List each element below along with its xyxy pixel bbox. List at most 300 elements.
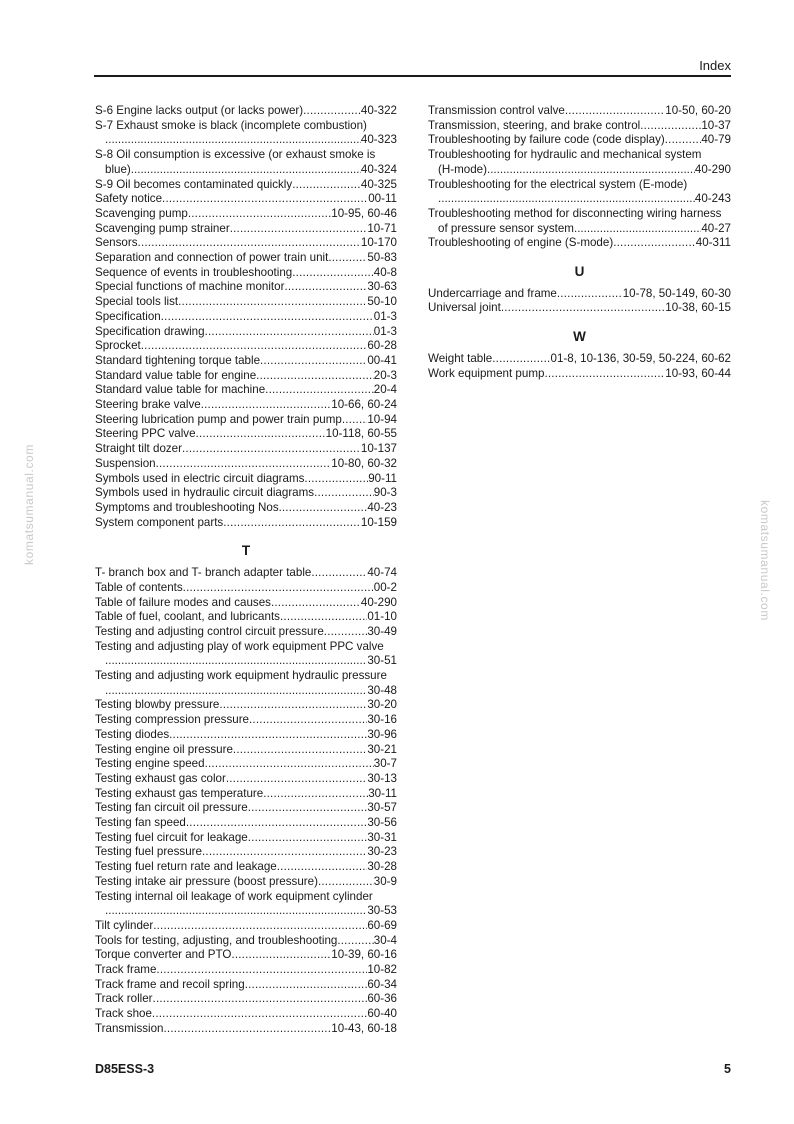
- leader-dots: [304, 472, 368, 487]
- index-entry: [95, 295, 397, 310]
- index-entry: [428, 207, 731, 236]
- watermark-right: komatsumanual.com: [758, 500, 772, 621]
- index-entry-line: [95, 698, 397, 713]
- leader-dots: [105, 133, 361, 148]
- leader-dots: [280, 610, 367, 625]
- index-entry: [95, 890, 397, 919]
- index-entry-page: 30-23: [367, 845, 397, 859]
- index-entry: [95, 427, 397, 442]
- index-entry-continuation: [428, 222, 731, 237]
- leader-dots: [169, 728, 367, 743]
- index-entry-text: Torque converter and PTO: [95, 948, 232, 962]
- index-entry-text: Testing exhaust gas temperature: [95, 786, 264, 800]
- index-entry: [95, 581, 397, 596]
- index-entry-text: Special tools list: [95, 295, 179, 309]
- index-entry-line: [428, 367, 731, 382]
- index-entry-text: Table of contents: [95, 580, 183, 594]
- footer-model: D85ESS-3: [95, 1062, 155, 1076]
- index-entry: [95, 978, 397, 993]
- index-entry: [95, 222, 397, 237]
- leader-dots: [105, 684, 367, 699]
- index-entry-page: 10-159: [360, 515, 397, 529]
- index-entry: [95, 354, 397, 369]
- index-entry: [95, 398, 397, 413]
- index-entry-text: Sensors: [95, 236, 138, 250]
- index-entry-line: [95, 222, 397, 237]
- index-entry-line: [428, 236, 731, 251]
- index-entry: [95, 119, 397, 148]
- footer-page-number: 5: [724, 1062, 731, 1076]
- index-entry-text: Standard value table for machine: [95, 383, 266, 397]
- index-entry-continuation: [95, 133, 397, 148]
- index-entry-text: S-7 Exhaust smoke is black (incomplete combustion): [95, 118, 367, 132]
- index-entry: [95, 992, 397, 1007]
- index-entry-page: 30-57: [367, 801, 397, 815]
- index-entry-line: [95, 845, 397, 860]
- index-column-left: [95, 104, 397, 1037]
- index-entry-line: [95, 486, 397, 501]
- index-entry-page: 90-11: [368, 471, 397, 485]
- index-entry-line: [95, 831, 397, 846]
- index-entry-text: Testing diodes: [95, 727, 170, 741]
- index-entry-page: 60-34: [367, 977, 397, 991]
- leader-dots: [153, 919, 367, 934]
- index-entry: [428, 148, 731, 177]
- watermark-left: komatsumanual.com: [22, 444, 36, 565]
- leader-dots: [282, 501, 367, 516]
- leader-dots: [138, 236, 361, 251]
- index-entry-page: 50-83: [367, 251, 397, 265]
- index-entry-line: [428, 301, 731, 316]
- leader-dots: [183, 581, 374, 596]
- index-entry-line: [428, 119, 731, 134]
- index-entry: [95, 192, 397, 207]
- index-entry-page: 01-3: [373, 309, 397, 323]
- index-entry-continuation: [95, 654, 397, 669]
- index-entry-page: 40-27: [701, 221, 731, 235]
- index-entry-line: [95, 442, 397, 457]
- index-entry: [95, 369, 397, 384]
- index-entry-text: Testing internal oil leakage of work equipment cylinder: [95, 889, 373, 903]
- index-entry-text: Testing fan circuit oil pressure: [95, 801, 248, 815]
- index-entry: [95, 860, 397, 875]
- leader-dots: [105, 904, 367, 919]
- index-entry-continuation: [95, 904, 397, 919]
- index-entry-text: Testing engine oil pressure: [95, 742, 233, 756]
- index-entry-line: [95, 310, 397, 325]
- leader-dots: [438, 192, 695, 207]
- index-entry-text: Specification: [95, 309, 161, 323]
- index-entry: [428, 178, 731, 207]
- index-entry-text: Troubleshooting of engine (S-mode): [428, 236, 614, 250]
- index-entry-text: Troubleshooting method for disconnecting wiring harness: [428, 206, 722, 220]
- index-entry-line: [95, 581, 397, 596]
- leader-dots: [205, 757, 374, 772]
- section-heading-u: U: [574, 264, 585, 280]
- index-entry-text: Undercarriage and frame: [428, 286, 557, 300]
- index-entry-text: Safety notice: [95, 192, 163, 206]
- index-entry-line: [95, 934, 397, 949]
- index-list-t: [95, 566, 397, 1037]
- leader-dots: [205, 325, 374, 340]
- index-entry: [95, 251, 397, 266]
- index-entry-page: 40-324: [360, 162, 397, 176]
- leader-dots: [544, 367, 665, 382]
- index-entry-line: [95, 728, 397, 743]
- index-entry-text: Universal joint: [428, 301, 501, 315]
- index-entry-line: [95, 325, 397, 340]
- page-header-title: Index: [699, 58, 731, 73]
- index-entry-text: Symbols used in hydraulic circuit diagrams: [95, 486, 315, 500]
- index-entry: [95, 207, 397, 222]
- index-entry: [95, 948, 397, 963]
- index-entry-page: 40-311: [695, 236, 731, 250]
- index-entry-page: 01-8, 10-136, 30-59, 50-224, 60-62: [550, 351, 731, 365]
- index-entry-text: Table of fuel, coolant, and lubricants: [95, 610, 280, 624]
- leader-dots: [337, 934, 373, 949]
- leader-dots: [640, 119, 701, 134]
- index-entry-page: 40-79: [701, 133, 731, 147]
- index-list-w: [428, 352, 731, 381]
- index-entry: [95, 831, 397, 846]
- index-list-t-continued: [428, 104, 731, 251]
- leader-dots: [141, 339, 368, 354]
- index-entry-line: [95, 295, 397, 310]
- index-entry-line: [95, 236, 397, 251]
- index-entry-line: [95, 413, 397, 428]
- index-entry: [95, 845, 397, 860]
- index-entry-page: 40-290: [694, 162, 731, 176]
- index-entry-text: Specification drawing: [95, 324, 205, 338]
- index-entry-page: 10-50, 60-20: [665, 104, 731, 117]
- index-entry-text: Track frame and recoil spring: [95, 977, 245, 991]
- index-entry-page: 30-48: [367, 683, 397, 697]
- index-entry-line: [95, 104, 397, 119]
- index-entry-line: [95, 354, 397, 369]
- index-entry: [428, 287, 731, 302]
- leader-dots: [557, 287, 623, 302]
- index-entry-line: [95, 596, 397, 611]
- leader-dots: [501, 301, 665, 316]
- index-entry-page: 01-10: [367, 610, 397, 624]
- index-entry: [95, 610, 397, 625]
- index-entry-text: Troubleshooting by failure code (code display): [428, 133, 665, 147]
- index-entry-line: [95, 192, 397, 207]
- index-entry: [95, 801, 397, 816]
- leader-dots: [277, 860, 368, 875]
- index-entry-line: [428, 287, 731, 302]
- section-heading-t: T: [241, 543, 251, 559]
- index-entry-line: [95, 816, 397, 831]
- leader-dots: [105, 654, 367, 669]
- leader-dots: [201, 398, 332, 413]
- index-entry-page: 10-39, 60-16: [331, 948, 397, 962]
- index-entry-page: 30-20: [367, 698, 397, 712]
- index-entry-page: 40-23: [367, 500, 397, 514]
- index-entry-text: System component parts: [95, 515, 224, 529]
- index-entry-wrap-text: (H-mode): [438, 162, 487, 176]
- index-entry-line: [95, 369, 397, 384]
- index-entry-text: Steering PPC valve: [95, 427, 196, 441]
- index-entry-text: Testing and adjusting control circuit pressure: [95, 624, 324, 638]
- leader-dots: [161, 310, 374, 325]
- index-entry: [95, 266, 397, 281]
- index-entry: [95, 486, 397, 501]
- leader-dots: [162, 192, 368, 207]
- leader-dots: [249, 713, 367, 728]
- index-entry-page: 40-8: [373, 265, 397, 279]
- index-entry-line: [95, 801, 397, 816]
- index-entry-text: Scavenging pump: [95, 206, 188, 220]
- index-entry-text: Scavenging pump strainer: [95, 221, 230, 235]
- index-entry-text: Sprocket: [95, 339, 141, 353]
- index-entry: [95, 1007, 397, 1022]
- index-entry-text: Track frame: [95, 963, 157, 977]
- leader-dots: [182, 442, 361, 457]
- index-entry-page: 10-66, 60-24: [331, 398, 397, 412]
- leader-dots: [233, 743, 367, 758]
- index-entry-page: 00-41: [367, 353, 397, 367]
- leader-dots: [226, 772, 368, 787]
- index-entry: [95, 310, 397, 325]
- index-entry-page: 30-4: [373, 933, 397, 947]
- leader-dots: [260, 354, 367, 369]
- index-entry-page: 20-3: [373, 368, 397, 382]
- index-entry-text: Weight table: [428, 351, 493, 365]
- index-entry: [95, 280, 397, 295]
- leader-dots: [153, 992, 368, 1007]
- index-entry-page: 00-11: [368, 192, 397, 206]
- index-entry-line: [95, 207, 397, 222]
- index-entry-line: [95, 978, 397, 993]
- index-entry-page: 10-71: [367, 221, 397, 235]
- index-entry-wrap-text: of pressure sensor system: [438, 221, 574, 235]
- index-entry: [95, 728, 397, 743]
- index-entry: [95, 566, 397, 581]
- index-entry-page: 01-3: [373, 324, 397, 338]
- index-entry-text: Transmission, steering, and brake control: [428, 118, 641, 132]
- index-entry-page: 30-31: [367, 830, 397, 844]
- leader-dots: [131, 163, 361, 178]
- index-entry-page: 10-80, 60-32: [331, 456, 397, 470]
- leader-dots: [314, 486, 374, 501]
- index-entry-text: Testing intake air pressure (boost pressure): [95, 874, 318, 888]
- index-entry-page: 60-28: [367, 339, 397, 353]
- index-entry-line: [95, 860, 397, 875]
- index-entry: [95, 698, 397, 713]
- leader-dots: [665, 133, 702, 148]
- leader-dots: [152, 1007, 367, 1022]
- index-entry-page: 10-118, 60-55: [325, 427, 397, 441]
- index-entry-line: [95, 610, 397, 625]
- index-entry-page: 40-322: [360, 104, 397, 117]
- index-entry-page: 10-170: [360, 236, 397, 250]
- index-entry-text: Testing fuel circuit for leakage: [95, 830, 248, 844]
- index-entry-continuation: [428, 163, 731, 178]
- index-entry-text: Transmission control valve: [428, 104, 565, 117]
- index-entry-text: Work equipment pump: [428, 366, 545, 380]
- index-entry-line: [95, 501, 397, 516]
- index-entry-page: 30-49: [367, 624, 397, 638]
- leader-dots: [565, 104, 665, 119]
- index-entry-continuation: [95, 684, 397, 699]
- index-entry-page: 90-3: [373, 486, 397, 500]
- index-entry-line: [95, 1007, 397, 1022]
- index-entry-text: Testing blowby pressure: [95, 698, 220, 712]
- leader-dots: [492, 352, 550, 367]
- index-entry-page: 30-21: [367, 742, 397, 756]
- index-entry-line: [95, 178, 397, 193]
- index-entry-page: 20-4: [373, 383, 397, 397]
- index-entry-text: Transmission: [95, 1021, 164, 1035]
- index-entry: [428, 119, 731, 134]
- index-entry-line: [95, 743, 397, 758]
- index-entry: [95, 713, 397, 728]
- index-entry-text: Testing fuel return rate and leakage: [95, 860, 277, 874]
- index-entry-page: 30-96: [367, 727, 397, 741]
- index-entry-line: [95, 875, 397, 890]
- index-entry: [95, 625, 397, 640]
- index-entry-text: Tools for testing, adjusting, and troubleshooting: [95, 933, 338, 947]
- index-entry-text: Steering lubrication pump and power train pump: [95, 412, 342, 426]
- index-entry-text: Testing engine speed: [95, 757, 205, 771]
- index-entry-text: Suspension: [95, 456, 156, 470]
- index-entry-text: Separation and connection of power train unit: [95, 251, 329, 265]
- index-entry-page: 10-137: [360, 442, 397, 456]
- index-entry-page: 30-9: [373, 874, 397, 888]
- index-entry-line: [95, 427, 397, 442]
- index-entry-page: 10-93, 60-44: [665, 366, 731, 380]
- leader-dots: [292, 178, 361, 193]
- index-entry-continuation: [95, 163, 397, 178]
- index-entry: [428, 236, 731, 251]
- index-entry-page: 00-2: [373, 580, 397, 594]
- index-entry-page: 30-7: [373, 757, 397, 771]
- index-entry-page: 60-69: [367, 918, 397, 932]
- leader-dots: [311, 566, 367, 581]
- index-entry-text: Straight tilt dozer: [95, 442, 182, 456]
- index-entry-page: 40-290: [360, 595, 397, 609]
- index-entry-text: Standard value table for engine: [95, 368, 257, 382]
- index-entry-line: [95, 472, 397, 487]
- index-entry-page: 40-74: [367, 566, 397, 580]
- index-entry-page: 30-63: [367, 280, 397, 294]
- leader-dots: [245, 978, 368, 993]
- leader-dots: [284, 280, 367, 295]
- index-entry: [95, 640, 397, 669]
- index-entry: [428, 104, 731, 119]
- index-entry-text: Tilt cylinder: [95, 918, 154, 932]
- index-entry-line: [95, 948, 397, 963]
- index-entry-line: [95, 516, 397, 531]
- index-entry-page: 40-325: [360, 177, 397, 191]
- index-entry-line: [428, 104, 731, 119]
- index-entry-line: [95, 963, 397, 978]
- index-entry: [95, 383, 397, 398]
- index-entry: [95, 772, 397, 787]
- leader-dots: [164, 1022, 332, 1037]
- header-rule: [94, 75, 731, 77]
- index-entry-line: [95, 1022, 397, 1037]
- leader-dots: [613, 236, 696, 251]
- index-entry-text: Steering brake valve: [95, 398, 201, 412]
- leader-dots: [342, 413, 368, 428]
- index-entry-page: 30-16: [367, 713, 397, 727]
- section-heading-w: W: [573, 329, 586, 345]
- leader-dots: [231, 948, 331, 963]
- index-entry: [95, 934, 397, 949]
- index-entry-page: 10-82: [367, 963, 397, 977]
- index-entry-text: S-8 Oil consumption is excessive (or exhaust smoke is: [95, 148, 376, 162]
- index-entry-page: 60-36: [367, 992, 397, 1006]
- index-entry-text: Testing and adjusting play of work equipment PPC valve: [95, 639, 384, 653]
- leader-dots: [156, 457, 332, 472]
- index-entry-line: [95, 398, 397, 413]
- index-entry-line: [95, 251, 397, 266]
- index-entry-line: [428, 133, 731, 148]
- index-entry-line: [95, 266, 397, 281]
- index-entry-page: 30-28: [367, 860, 397, 874]
- leader-dots: [574, 222, 701, 237]
- index-entry-text: Troubleshooting for hydraulic and mechanical system: [428, 148, 702, 162]
- index-entry-text: Track shoe: [95, 1007, 152, 1021]
- leader-dots: [318, 875, 374, 890]
- index-entry: [95, 919, 397, 934]
- index-entry-line: [95, 566, 397, 581]
- index-entry: [95, 516, 397, 531]
- index-entry-page: 10-94: [367, 412, 397, 426]
- index-entry: [95, 148, 397, 177]
- index-entry: [95, 875, 397, 890]
- leader-dots: [263, 787, 368, 802]
- index-entry-line: [95, 339, 397, 354]
- leader-dots: [230, 222, 368, 237]
- leader-dots: [292, 266, 374, 281]
- index-entry-text: Symbols used in electric circuit diagrams: [95, 471, 305, 485]
- index-column-right: [428, 104, 731, 381]
- leader-dots: [265, 383, 374, 398]
- index-entry-page: 10-78, 50-149, 60-30: [622, 286, 731, 300]
- leader-dots: [178, 295, 367, 310]
- index-entry: [95, 1022, 397, 1037]
- leader-dots: [196, 427, 326, 442]
- index-entry: [95, 325, 397, 340]
- index-entry: [95, 757, 397, 772]
- index-entry: [95, 236, 397, 251]
- index-list-u: [428, 287, 731, 316]
- index-entry-text: Symptoms and troubleshooting Nos.: [95, 500, 282, 514]
- index-entry: [95, 178, 397, 193]
- leader-dots: [156, 963, 367, 978]
- leader-dots: [324, 625, 368, 640]
- index-entry: [95, 743, 397, 758]
- index-entry: [95, 104, 397, 119]
- index-entry-text: S-9 Oil becomes contaminated quickly: [95, 177, 293, 191]
- index-entry-page: 10-43, 60-18: [331, 1021, 397, 1035]
- index-entry: [95, 339, 397, 354]
- index-entry-text: T- branch box and T- branch adapter table: [95, 566, 312, 580]
- index-entry-page: 50-10: [367, 295, 397, 309]
- leader-dots: [303, 104, 361, 119]
- index-entry-page: 10-95, 60-46: [331, 206, 397, 220]
- leader-dots: [202, 845, 367, 860]
- index-entry-text: Standard tightening torque table: [95, 353, 261, 367]
- leader-dots: [186, 816, 367, 831]
- index-entry: [95, 963, 397, 978]
- leader-dots: [223, 516, 361, 531]
- index-entry-line: [95, 787, 397, 802]
- index-entry: [95, 413, 397, 428]
